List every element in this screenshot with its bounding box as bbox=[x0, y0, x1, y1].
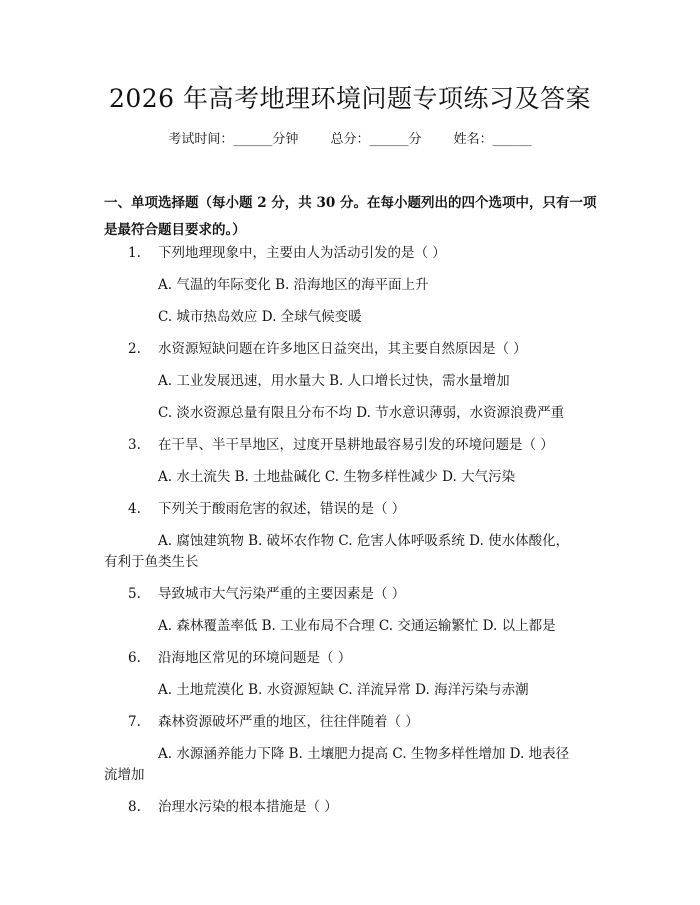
student-name: 姓名：______ bbox=[453, 132, 532, 147]
question-4 bbox=[128, 499, 405, 519]
question-4-options: A. 腐蚀建筑物 B. 破坏农作物 C. 危害人体呼吸系统 D. 使水体酸化， bbox=[158, 533, 570, 549]
question-7-options-continued: 流增加 bbox=[104, 767, 145, 783]
exam-info bbox=[0, 130, 700, 150]
question-stem: 下列地理现象中，主要由人为活动引发的是（ ） bbox=[158, 245, 446, 261]
question-3 bbox=[128, 435, 554, 455]
question-number: 7. bbox=[128, 714, 141, 730]
total-score: 总分：______分 bbox=[330, 132, 422, 147]
question-6-options: A. 土地荒漠化 B. 水资源短缺 C. 洋流异常 D. 海洋污染与赤潮 bbox=[158, 682, 529, 698]
question-1-options-a-b: A. 气温的年际变化 B. 沿海地区的海平面上升 bbox=[158, 277, 429, 293]
question-stem: 水资源短缺问题在许多地区日益突出，其主要自然原因是（ ） bbox=[158, 341, 527, 357]
question-2-options-c-d: C. 淡水资源总量有限且分布不均 D. 节水意识薄弱，水资源浪费严重 bbox=[158, 405, 565, 421]
question-4-options-continued: 有利于鱼类生长 bbox=[104, 554, 199, 570]
question-1 bbox=[128, 243, 446, 263]
question-stem: 下列关于酸雨危害的叙述，错误的是（ ） bbox=[158, 501, 406, 517]
question-number: 5. bbox=[128, 586, 141, 602]
question-number: 2. bbox=[128, 341, 141, 357]
question-7 bbox=[128, 712, 419, 732]
question-number: 8. bbox=[128, 799, 141, 815]
question-stem: 导致城市大气污染严重的主要因素是（ ） bbox=[158, 586, 406, 602]
question-stem: 治理水污染的根本措施是（ ） bbox=[158, 799, 338, 815]
question-stem: 森林资源破坏严重的地区，往往伴随着（ ） bbox=[158, 714, 419, 730]
question-number: 1. bbox=[128, 245, 141, 261]
question-2 bbox=[128, 339, 527, 359]
question-7-options: A. 水源涵养能力下降 B. 土壤肥力提高 C. 生物多样性增加 D. 地表径 bbox=[158, 746, 570, 762]
question-stem: 沿海地区常见的环境问题是（ ） bbox=[158, 650, 352, 666]
question-1-options-c-d: C. 城市热岛效应 D. 全球气候变暖 bbox=[158, 309, 362, 325]
question-number: 4. bbox=[128, 501, 141, 517]
question-5-options: A. 森林覆盖率低 B. 工业布局不合理 C. 交通运输繁忙 D. 以上都是 bbox=[158, 618, 556, 634]
question-number: 3. bbox=[128, 437, 141, 453]
question-number: 6. bbox=[128, 650, 141, 666]
question-5 bbox=[128, 584, 405, 604]
page-title: 2026 年高考地理环境问题专项练习及答案 bbox=[108, 84, 592, 113]
exam-time: 考试时间：______分钟 bbox=[168, 132, 299, 147]
question-3-options: A. 水土流失 B. 土地盐碱化 C. 生物多样性减少 D. 大气污染 bbox=[158, 469, 516, 485]
question-stem: 在干旱、半干旱地区，过度开垦耕地最容易引发的环境问题是（ ） bbox=[158, 437, 554, 453]
question-2-options-a-b: A. 工业发展迅速，用水量大 B. 人口增长过快，需水量增加 bbox=[158, 373, 510, 389]
question-8 bbox=[128, 797, 338, 817]
question-6 bbox=[128, 648, 351, 668]
section-heading: 一、单项选择题（每小题 2 分，共 30 分。在每小题列出的四个选项中，只有一项是最符合题目要求的。） bbox=[104, 195, 597, 238]
